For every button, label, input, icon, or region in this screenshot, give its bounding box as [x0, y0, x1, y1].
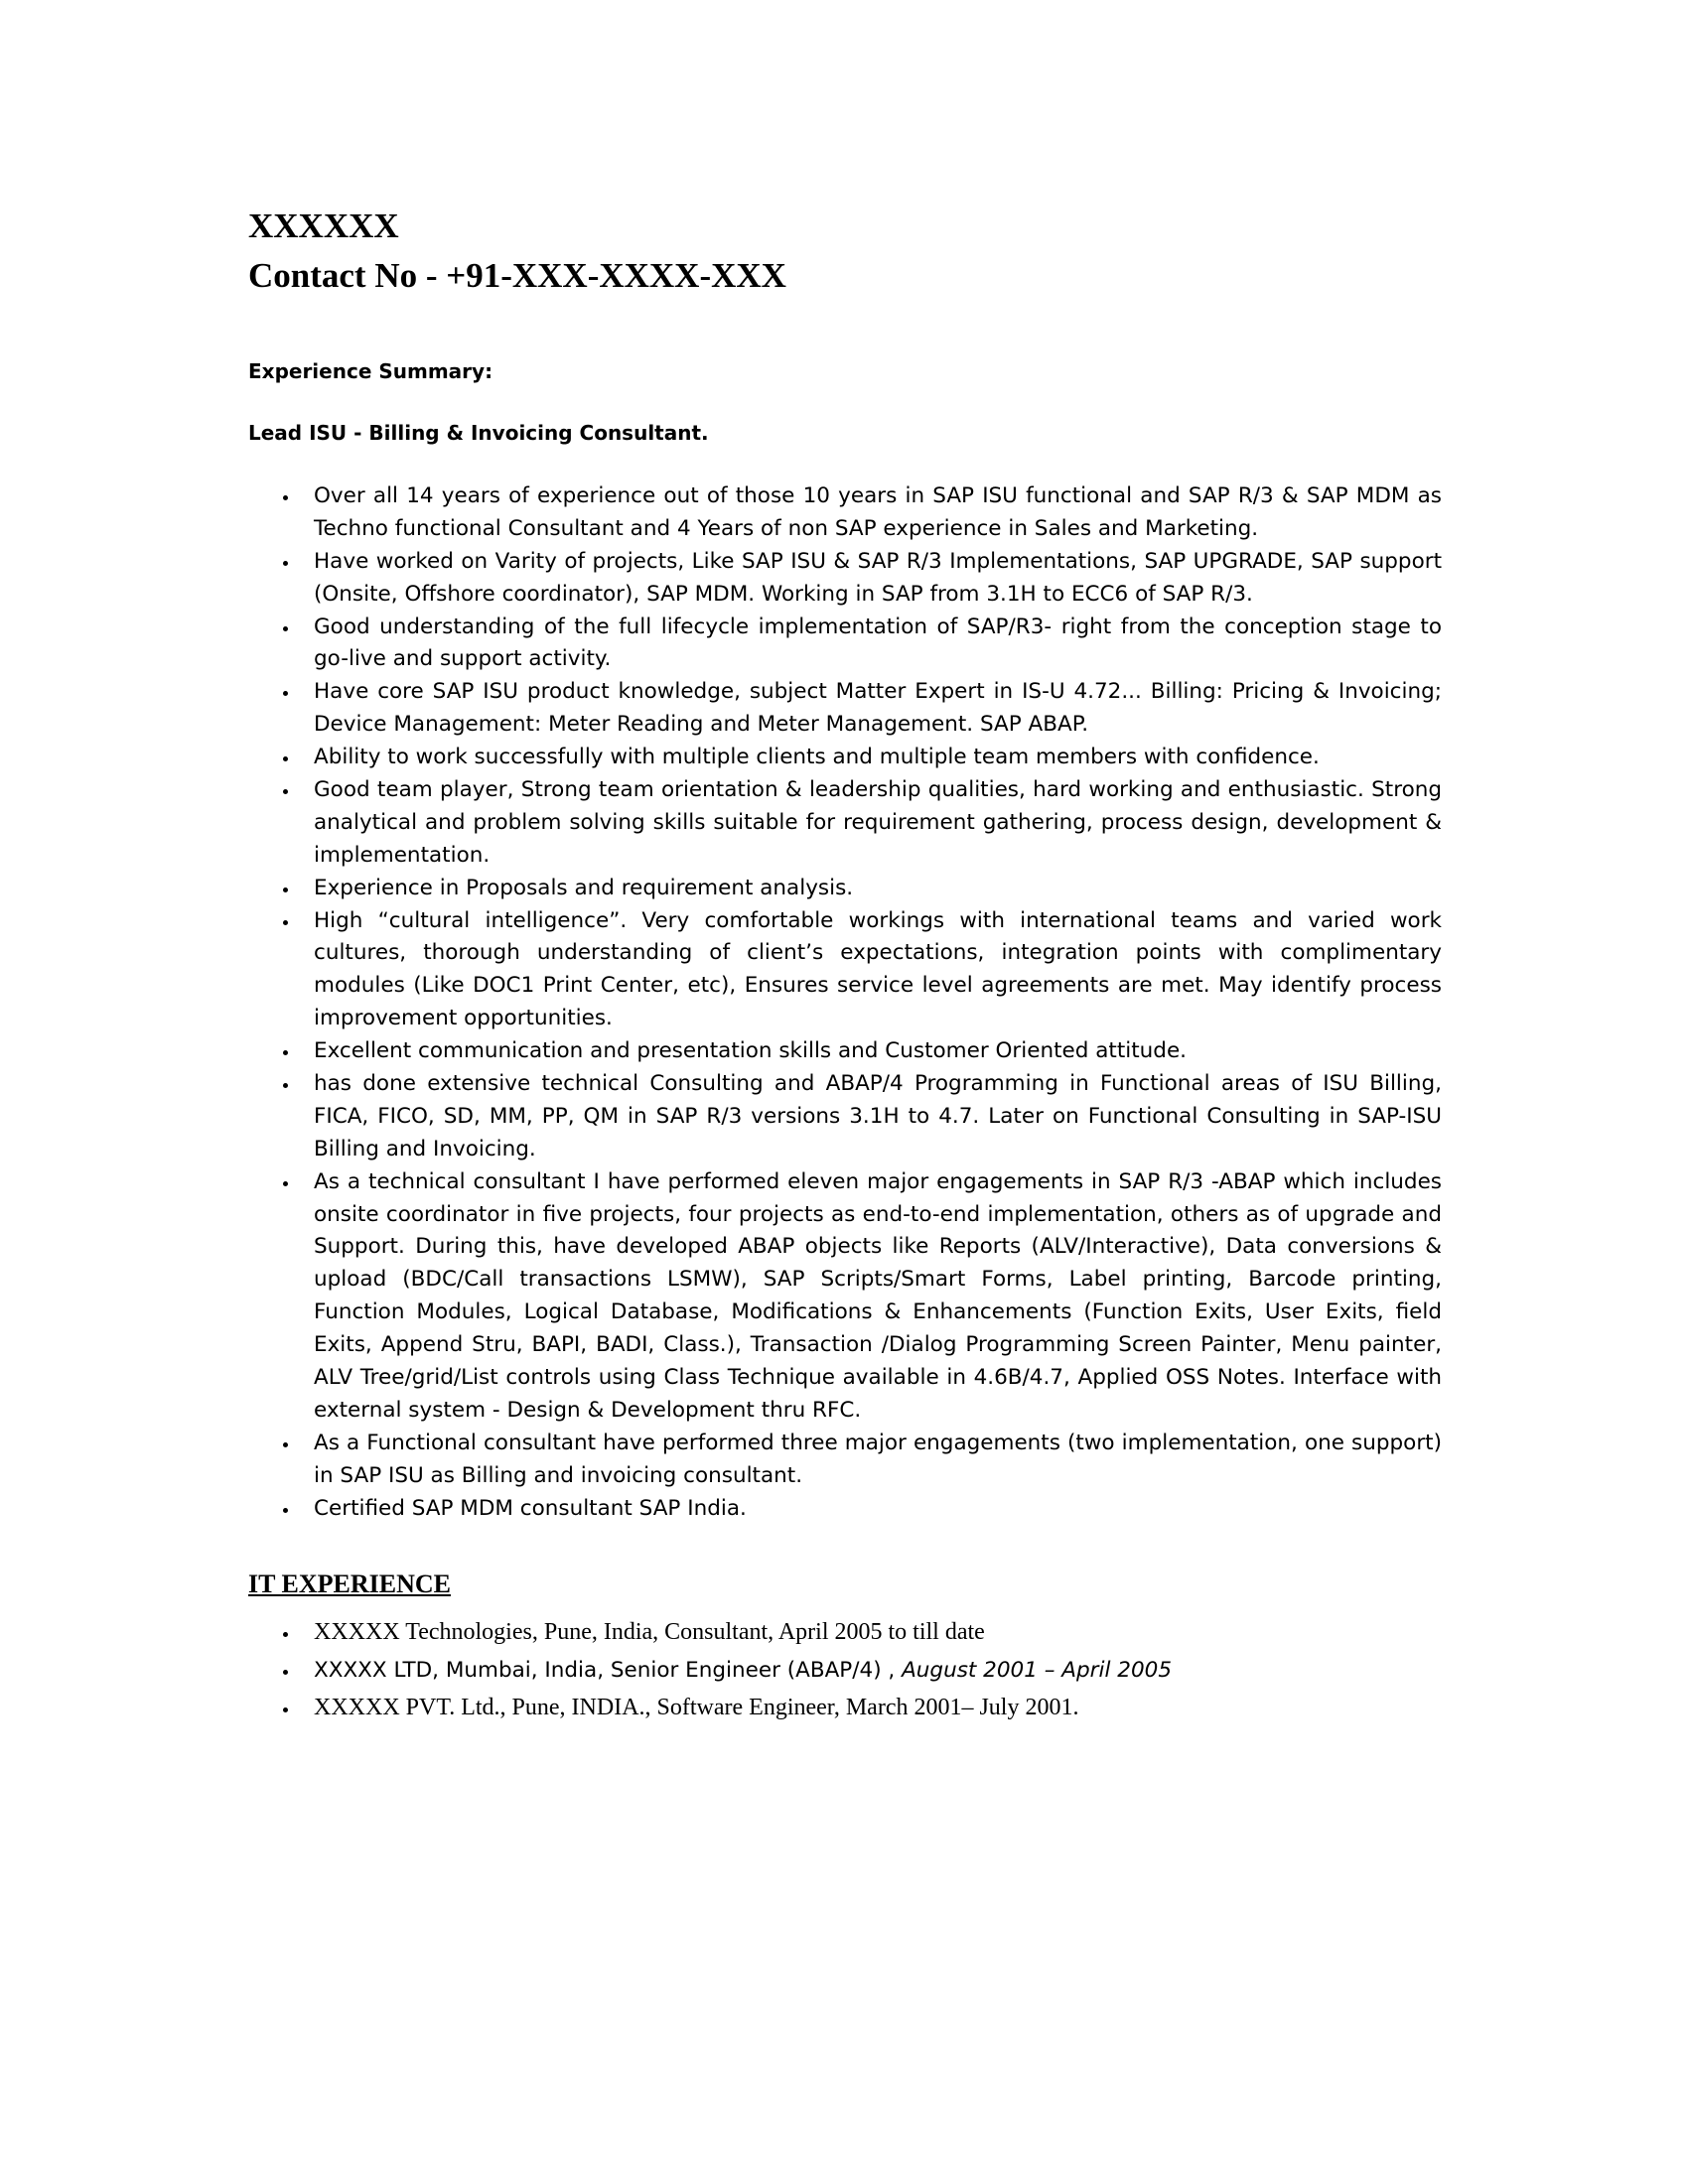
- it-experience-item-text: XXXXX Technologies, Pune, India, Consultant, April 2005 to till date: [314, 1618, 985, 1645]
- summary-bullet: • Certified SAP MDM consultant SAP India.: [300, 1493, 1442, 1526]
- it-experience-item-text: XXXXX LTD, Mumbai, India, Senior Engineer (ABAP/4) ,: [314, 1657, 903, 1683]
- it-experience-list: [248, 1613, 1442, 1727]
- summary-bullet: • As a Functional consultant have performed three major engagements (two implementation, one support) in SAP ISU as Billing and invoicing consultant.: [300, 1428, 1442, 1493]
- summary-bullet: • Have worked on Varity of projects, Like SAP ISU & SAP R/3 Implementations, SAP UPGRADE, SAP support (Onsite, Offshore coordinator), SAP MDM. Working in SAP from 3.1H to ECC6 of SAP R/3.: [300, 546, 1442, 612]
- summary-bullet: • Ability to work successfully with multiple clients and multiple team members with confidence.: [300, 742, 1442, 774]
- summary-bullet: • Good understanding of the full lifecycle implementation of SAP/R3- right from the conception stage to go-live and support activity.: [300, 612, 1442, 677]
- it-experience-item: [300, 1651, 1442, 1689]
- experience-summary-heading: Experience Summary:: [248, 359, 493, 383]
- it-experience-item-dates: August 2001 – April 2005: [902, 1657, 1172, 1683]
- summary-bullet: • Excellent communication and presentation skills and Customer Oriented attitude.: [300, 1035, 1442, 1068]
- summary-bullet: • Good team player, Strong team orientation & leadership qualities, hard working and enthusiastic. Strong analytical and problem solving skills suitable for requirement gathering, process design, development & implementation.: [300, 774, 1442, 873]
- candidate-name: XXXXXX: [248, 206, 399, 245]
- summary-bullet: • has done extensive technical Consulting and ABAP/4 Programming in Functional areas of ISU Billing, FICA, FICO, SD, MM, PP, QM in SAP R/3 versions 3.1H to 4.7. Later on Functional Consulting in SAP-ISU Billing and Invoicing.: [300, 1068, 1442, 1166]
- it-experience-item: [300, 1613, 1442, 1651]
- experience-summary-list: [248, 480, 1442, 1526]
- contact-number: Contact No - +91-XXX-XXXX-XXX: [248, 255, 786, 295]
- it-experience-item-text: XXXXX PVT. Ltd., Pune, INDIA., Software Engineer, March 2001– July 2001.: [314, 1695, 1079, 1721]
- it-experience-heading: IT EXPERIENCE: [248, 1569, 451, 1598]
- summary-bullet: • Have core SAP ISU product knowledge, subject Matter Expert in IS-U 4.72... Billing: Pricing & Invoicing; Device Management: Meter Reading and Meter Management. SAP ABAP.: [300, 676, 1442, 742]
- it-experience-item: [300, 1689, 1442, 1726]
- summary-bullet: • As a technical consultant I have performed eleven major engagements in SAP R/3 -ABAP which includes onsite coordinator in five projects, four projects as end-to-end implementation, others as of upgrade and Support. During this, have developed ABAP objects like Reports (ALV/Interactive), Data conversions & upload (BDC/Call transactions LSMW), SAP Scripts/Smart Forms, Label printing, Barcode printing, Function Modules, Logical Database, Modifications & Enhancements (Function Exits, User Exits, field Exits, Append Stru, BAPI, BADI, Class.), Transaction /Dialog Programming Screen Painter, Menu painter, ALV Tree/grid/List controls using Class Technique available in 4.6B/4.7, Applied OSS Notes. Interface with external system - Design & Development thru RFC.: [300, 1166, 1442, 1428]
- summary-bullet: • Experience in Proposals and requirement analysis.: [300, 873, 1442, 905]
- role-title: Lead ISU - Billing & Invoicing Consultant.: [248, 421, 709, 445]
- summary-bullet: • Over all 14 years of experience out of those 10 years in SAP ISU functional and SAP R/3 & SAP MDM as Techno functional Consultant and 4 Years of non SAP experience in Sales and Marketing.: [300, 480, 1442, 546]
- summary-bullet: • High “cultural intelligence”. Very comfortable workings with international teams and varied work cultures, thorough understanding of client’s expectations, integration points with complimentary modules (Like DOC1 Print Center, etc), Ensures service level agreements are met. May identify process improvement opportunities.: [300, 905, 1442, 1036]
